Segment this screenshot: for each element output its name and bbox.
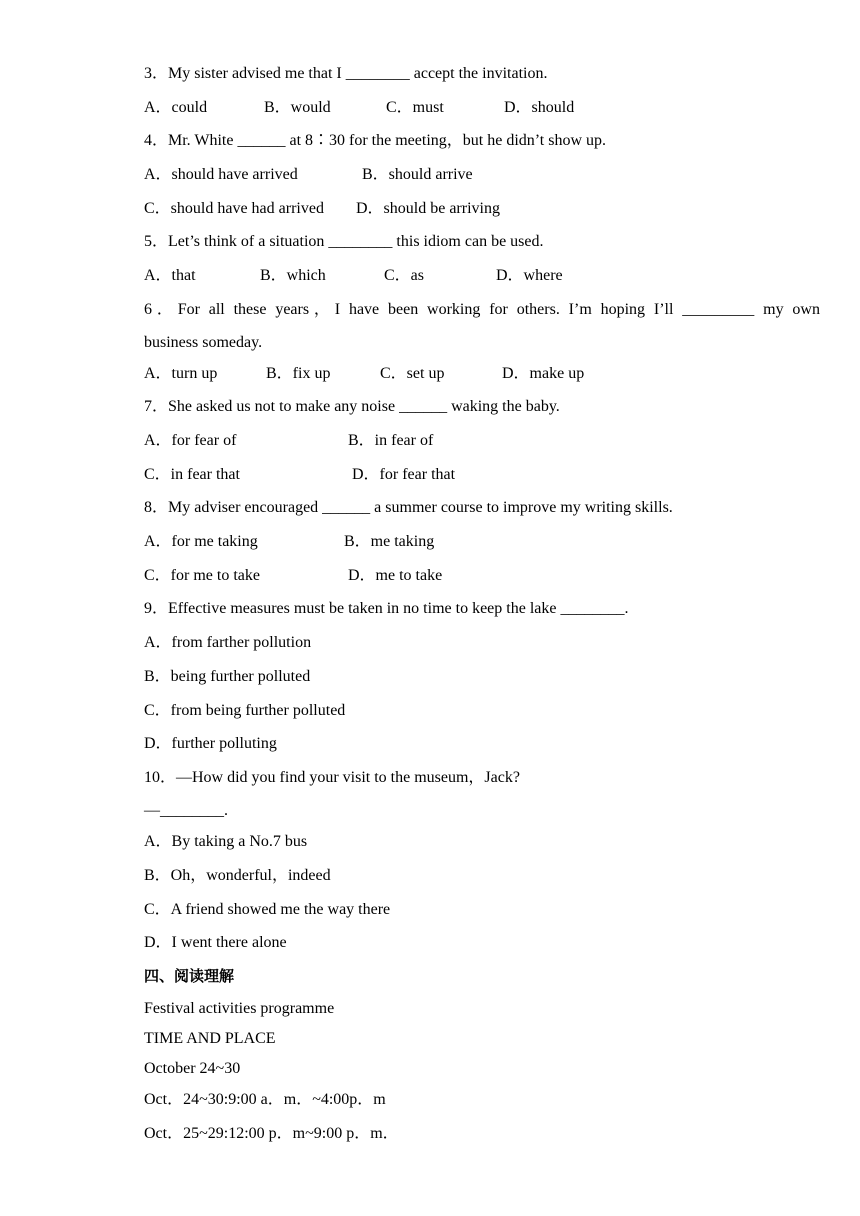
section-heading: 四、阅读理解 bbox=[144, 967, 235, 985]
question-10-option-b: B．Oh，wonderful，indeed bbox=[144, 867, 331, 884]
question-9-option-d: D．further polluting bbox=[144, 735, 277, 752]
question-5-option-c: C．as bbox=[384, 267, 425, 284]
question-8-option-c: C．for me to take bbox=[144, 567, 260, 584]
question-3-option-d: D．should bbox=[504, 99, 575, 116]
schedule-line-2: Oct．25~29:12:00 p．m~9:00 p．m． bbox=[144, 1125, 399, 1142]
question-7-option-c: C．in fear that bbox=[144, 466, 240, 483]
question-9-option-c: C．from being further polluted bbox=[144, 702, 346, 719]
question-6-option-d: D．make up bbox=[502, 365, 585, 382]
question-6-stem-line1: 6．For all these years，I have been working for others. I’m hoping I’ll _________ my own bbox=[144, 301, 820, 318]
question-5-option-a: A．that bbox=[144, 267, 196, 284]
question-10-option-a: A．By taking a No.7 bus bbox=[144, 833, 308, 850]
time-place-heading: TIME AND PLACE bbox=[144, 1030, 276, 1047]
question-3-option-a: A．could bbox=[144, 99, 208, 116]
question-3-option-b: B．would bbox=[264, 99, 331, 116]
question-4-option-b: B．should arrive bbox=[362, 166, 473, 183]
question-3-stem: 3．My sister advised me that I ________ accept the invitation. bbox=[144, 65, 548, 82]
programme-title: Festival activities programme bbox=[144, 1000, 335, 1017]
question-7-option-a: A．for fear of bbox=[144, 432, 237, 449]
question-8-option-b: B．me taking bbox=[344, 533, 435, 550]
question-8-option-a: A．for me taking bbox=[144, 533, 258, 550]
schedule-line-1: Oct．24~30:9:00 a．m．~4:00p．m bbox=[144, 1091, 386, 1108]
question-6-option-b: B．fix up bbox=[266, 365, 331, 382]
question-3-option-c: C．must bbox=[386, 99, 444, 116]
question-4-stem: 4．Mr. White ______ at 8∶30 for the meeting，but he didn’t show up. bbox=[144, 132, 607, 149]
date-range: October 24~30 bbox=[144, 1060, 241, 1077]
question-7-stem: 7．She asked us not to make any noise ______ waking the baby. bbox=[144, 398, 560, 415]
question-6-stem-line2: business someday. bbox=[144, 334, 263, 351]
question-7-option-d: D．for fear that bbox=[352, 466, 456, 483]
question-8-stem: 8．My adviser encouraged ______ a summer course to improve my writing skills. bbox=[144, 499, 673, 516]
question-9-option-a: A．from farther pollution bbox=[144, 634, 312, 651]
question-7-option-b: B．in fear of bbox=[348, 432, 434, 449]
question-9-option-b: B．being further polluted bbox=[144, 668, 311, 685]
question-8-option-d: D．me to take bbox=[348, 567, 443, 584]
question-4-option-c: C．should have had arrived bbox=[144, 200, 324, 217]
question-5-stem: 5．Let’s think of a situation ________ this idiom can be used. bbox=[144, 233, 544, 250]
question-10-stem: 10．—How did you find your visit to the museum，Jack? bbox=[144, 769, 520, 786]
question-10-answer-blank: —________. bbox=[144, 802, 228, 819]
question-10-option-d: D．I went there alone bbox=[144, 934, 287, 951]
question-9-stem: 9．Effective measures must be taken in no time to keep the lake ________. bbox=[144, 600, 629, 617]
question-5-option-b: B．which bbox=[260, 267, 326, 284]
question-10-option-c: C．A friend showed me the way there bbox=[144, 901, 391, 918]
question-6-option-c: C．set up bbox=[380, 365, 445, 382]
question-4-option-a: A．should have arrived bbox=[144, 166, 298, 183]
question-5-option-d: D．where bbox=[496, 267, 563, 284]
question-6-option-a: A．turn up bbox=[144, 365, 218, 382]
question-4-option-d: D．should be arriving bbox=[356, 200, 500, 217]
